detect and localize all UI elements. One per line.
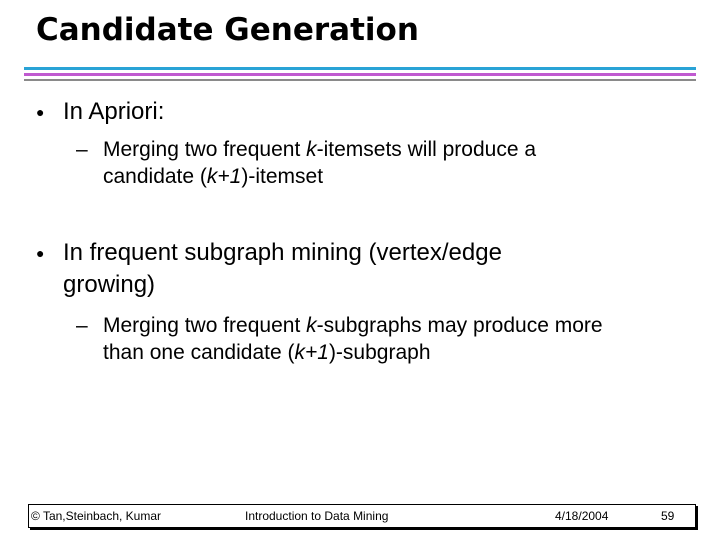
sub-bullet-line <box>103 339 603 366</box>
title-rule-purple <box>24 73 696 76</box>
sub-bullet-dash-icon: – <box>76 314 88 337</box>
footer-course-title: Introduction to Data Mining <box>245 509 389 523</box>
sub-bullet-line <box>103 312 603 339</box>
sub-bullet-line <box>103 163 536 190</box>
italic-run: k <box>306 314 317 337</box>
text-run: Merging two frequent <box>103 314 307 337</box>
sub-bullet-text <box>103 312 603 366</box>
slide-footer <box>28 504 696 528</box>
title-rule-blue <box>24 67 696 70</box>
sub-bullet-dash-icon: – <box>76 138 88 161</box>
slide-title: Candidate Generation <box>36 12 419 48</box>
text-run: )-subgraph <box>328 341 431 364</box>
text-run: candidate ( <box>103 165 207 188</box>
sub-bullet-text <box>103 136 536 190</box>
text-run: -itemsets will produce a <box>316 138 537 161</box>
footer-date: 4/18/2004 <box>555 509 609 523</box>
text-run: than one candidate ( <box>103 341 295 364</box>
sub-bullet-line <box>103 136 536 163</box>
bullet-line: growing) <box>63 271 156 298</box>
footer-page-number: 59 <box>661 509 675 523</box>
bullet-line: In frequent subgraph mining (vertex/edge <box>63 239 502 266</box>
bullet-text <box>63 237 502 301</box>
text-run: -subgraphs may produce more <box>316 314 603 337</box>
title-rule-gray <box>24 79 696 81</box>
italic-run: k+1 <box>294 341 329 364</box>
bullet-text: In Apriori: <box>63 98 165 125</box>
footer-copyright: © Tan,Steinbach, Kumar <box>31 509 162 523</box>
bullet-dot-icon: ● <box>36 104 45 120</box>
bullet-dot-icon: ● <box>36 245 45 261</box>
italic-run: k+1 <box>206 165 242 188</box>
text-run: )-itemset <box>241 165 324 188</box>
italic-run: k <box>306 138 317 161</box>
text-run: Merging two frequent <box>103 138 307 161</box>
